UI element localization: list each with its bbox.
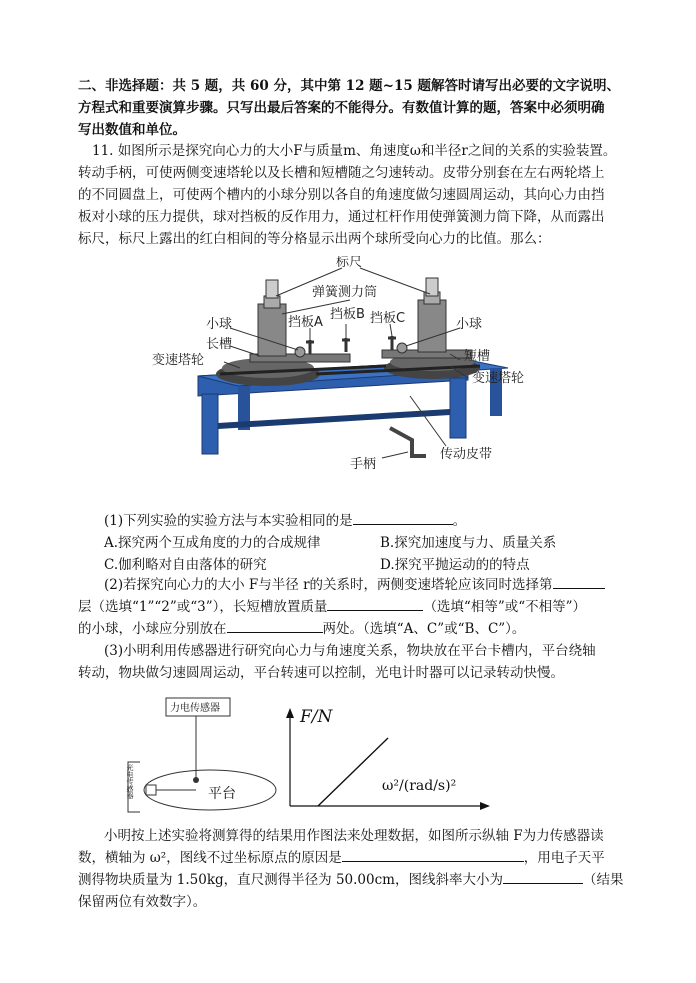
label-tanhuang: 弹簧测力筒 [312,285,378,300]
sub2-line-2-text-a: 层（选填“1”“2”或“3”），长短槽放置质量 [78,599,328,615]
q11-text-1: 11. 如图所示是探究向心力的大小F与质量m、角速度ω和半径r之间的关系的实验装置。 [92,143,617,159]
tail-line-1: 小明按上述实验将测算得的结果用作图法来处理数据，如图所示纵轴 F为力传感器读 [104,828,604,844]
label-talun-left: 变速塔轮 [152,353,205,368]
label-shoubing: 手柄 [350,457,377,472]
sub2-line-2-text-b: （选填“相等”或“不相等”） [423,599,587,615]
option-c: C.伽利略对自由落体的研究 [104,557,267,573]
tail-line-2 [78,848,605,868]
label-dangban-a: 挡板A [288,315,323,330]
sub2-line-3-text-b: 两处。（选填“A、C”或“B、C”）。 [322,621,526,637]
label-platform: 平台 [208,786,236,802]
tail-line-3-text-a: 测得物块质量为 1.50kg，直尺测得半径为 50.00cm，图线斜率大小为 [78,872,503,888]
sub1-stem [104,511,466,531]
sub2-line-3-text-a: 的小球，小球应分别放在 [78,621,227,637]
tail-line-3 [78,870,623,890]
label-x-axis: ω²/(rad/s)² [382,778,457,794]
option-a: A.探究两个互成角度的力的合成规律 [104,535,321,551]
label-talun-right: 变速塔轮 [472,371,525,386]
q11-text-3: 的不同圆盘上，可使两个槽内的小球分别以各自的角速度做匀速圆周运动，其向心力由挡 [78,187,605,203]
label-y-axis: F/N [300,707,333,727]
tail-line-3-text-b: （结果 [582,872,624,888]
answer-blank-6[interactable] [503,883,583,884]
tail-line-2-text-b: ，用电子天平 [523,850,605,866]
section-heading-3: 写出数值和单位。 [78,122,186,138]
answer-blank-5[interactable] [342,861,524,862]
label-sensor: 力电传感器 [170,703,220,714]
sub2-line-3 [78,619,525,639]
label-ball-left: 小球 [206,317,233,332]
label-ball-right: 小球 [456,317,483,332]
label-photo-sensor: 光电传感器 [126,764,134,799]
answer-blank-1[interactable] [353,524,453,525]
label-biaochi: 标尺 [336,256,363,270]
q11-text-4: 板对小球的压力提供，球对挡板的反作用力，通过杠杆作用使弹簧测力筒下降，从而露出 [78,209,605,225]
sub1-stem-text: (1)下列实验的实验方法与本实验相同的是 [104,513,353,529]
option-d: D.探究平抛运动的的特点 [380,557,530,573]
tail-line-4: 保留两位有效数字）。 [78,894,207,910]
section-heading-1: 二、非选择题：共 5 题，共 60 分，其中第 12 题~15 题解答时请写出必要的文字说明、 [78,78,620,94]
answer-blank-3[interactable] [327,610,423,611]
label-dangban-b: 挡板B [330,307,365,322]
sub2-line-1-text: (2)若探究向心力的大小 F与半径 r的关系时，两侧变速塔轮应该同时选择第 [104,577,553,593]
sensor-figure [100,694,490,814]
sub3-line-1: (3)小明利用传感器进行研究向心力与角速度关系，物块放在平台卡槽内，平台绕轴 [104,643,596,659]
q11-text-2: 转动手柄，可使两侧变速塔轮以及长槽和短槽随之匀速转动。皮带分别套在左右两轮塔上 [78,165,605,181]
option-b: B.探究加速度与力、质量关系 [380,535,557,551]
section-heading-2: 方程式和重要演算步骤。只写出最后答案的不能得分。有数值计算的题，答案中必须明确 [78,100,605,116]
label-duancao: 短槽 [464,349,491,364]
sub3-line-2: 转动，物块做匀速圆周运动，平台转速可以控制，光电计时器可以记录转动快慢。 [78,665,564,681]
label-changcao: 长槽 [206,337,233,352]
sub1-stem-end: 。 [452,513,467,529]
sub2-line-2 [78,597,586,617]
label-pidai: 传动皮带 [440,447,493,462]
q11-text-5: 标尺，标尺上露出的红白相间的等分格显示出两个球所受向心力的比值。那么： [78,231,551,247]
tail-line-2-text-a: 数，横轴为 ω²，图线不过坐标原点的原因是 [78,850,342,866]
answer-blank-2[interactable] [553,588,605,589]
label-dangban-c: 挡板C [370,311,406,326]
apparatus-figure [150,256,550,478]
sub2-line-1 [104,575,605,595]
answer-blank-4[interactable] [227,632,323,633]
